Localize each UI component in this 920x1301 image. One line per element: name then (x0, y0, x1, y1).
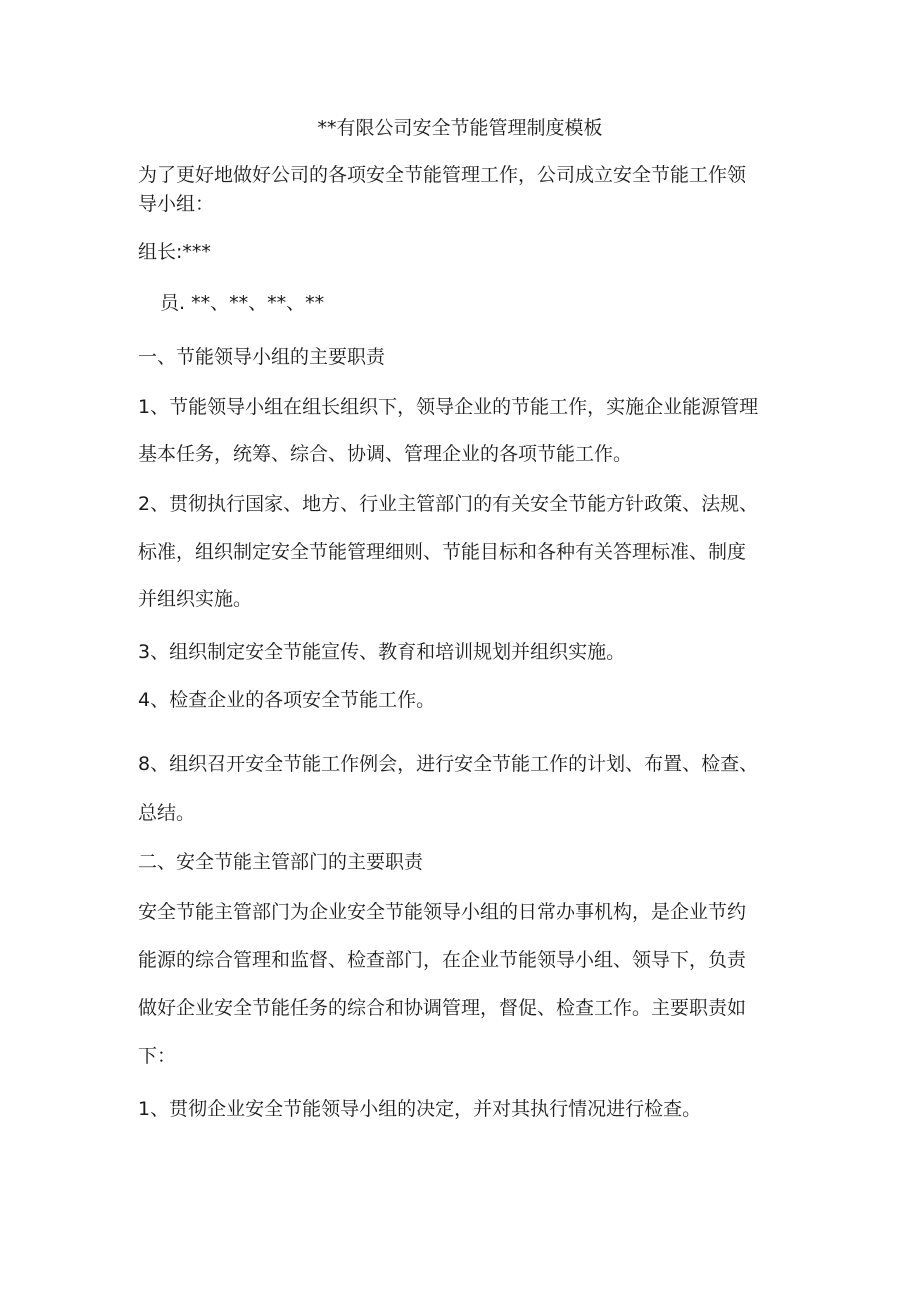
section-2-para-line-4: 下： (138, 1045, 177, 1067)
intro-line-1: 为了更好地做好公司的各项安全节能管理工作，公司成立安全节能工作领 (138, 164, 747, 186)
item-1-line-1: 1、节能领导小组在组长组织下，领导企业的节能工作，实施企业能源管理 (138, 396, 759, 418)
item-2-line-2: 标准，组织制定安全节能管理细则、节能目标和各种有关答理标准、制度 (138, 541, 747, 563)
group-members-line: 员. **、**、**、** (160, 292, 325, 314)
item-8-line-2: 总结。 (138, 802, 196, 824)
item-8-line-1: 8、组织召开安全节能工作例会，进行安全节能工作的计划、布置、检查、 (138, 753, 759, 775)
document-title: **有限公司安全节能管理制度模板 (317, 117, 603, 139)
section-2-para-line-1: 安全节能主管部门为企业安全节能领导小组的日常办事机构，是企业节约 (138, 901, 747, 923)
intro-line-2: 导小组： (138, 193, 215, 215)
section-2-para-line-3: 做好企业安全节能任务的综合和协调管理，督促、检查工作。主要职责如 (138, 997, 747, 1019)
group-leader-line: 组长:*** (138, 241, 211, 263)
section-2-para-line-2: 能源的综合管理和监督、检查部门，在企业节能领导小组、领导下，负责 (138, 949, 747, 971)
item-2-line-1: 2、贯彻执行国家、地方、行业主管部门的有关安全节能方针政策、法规、 (138, 493, 759, 515)
item-1-line-2: 基本任务，统筹、综合、协调、管理企业的各项节能工作。 (138, 443, 633, 465)
section-2-heading: 二、安全节能主管部门的主要职责 (138, 851, 424, 873)
item-3-line: 3、组织制定安全节能宣传、教育和培训规划并组织实施。 (138, 641, 626, 663)
item-4-line: 4、检查企业的各项安全节能工作。 (138, 689, 436, 711)
section-1-heading: 一、节能领导小组的主要职责 (138, 346, 386, 368)
item-2-line-3: 并组织实施。 (138, 588, 253, 610)
section-2-item-1-line: 1、贯彻企业安全节能领导小组的决定，并对其执行情况进行检查。 (138, 1098, 702, 1120)
